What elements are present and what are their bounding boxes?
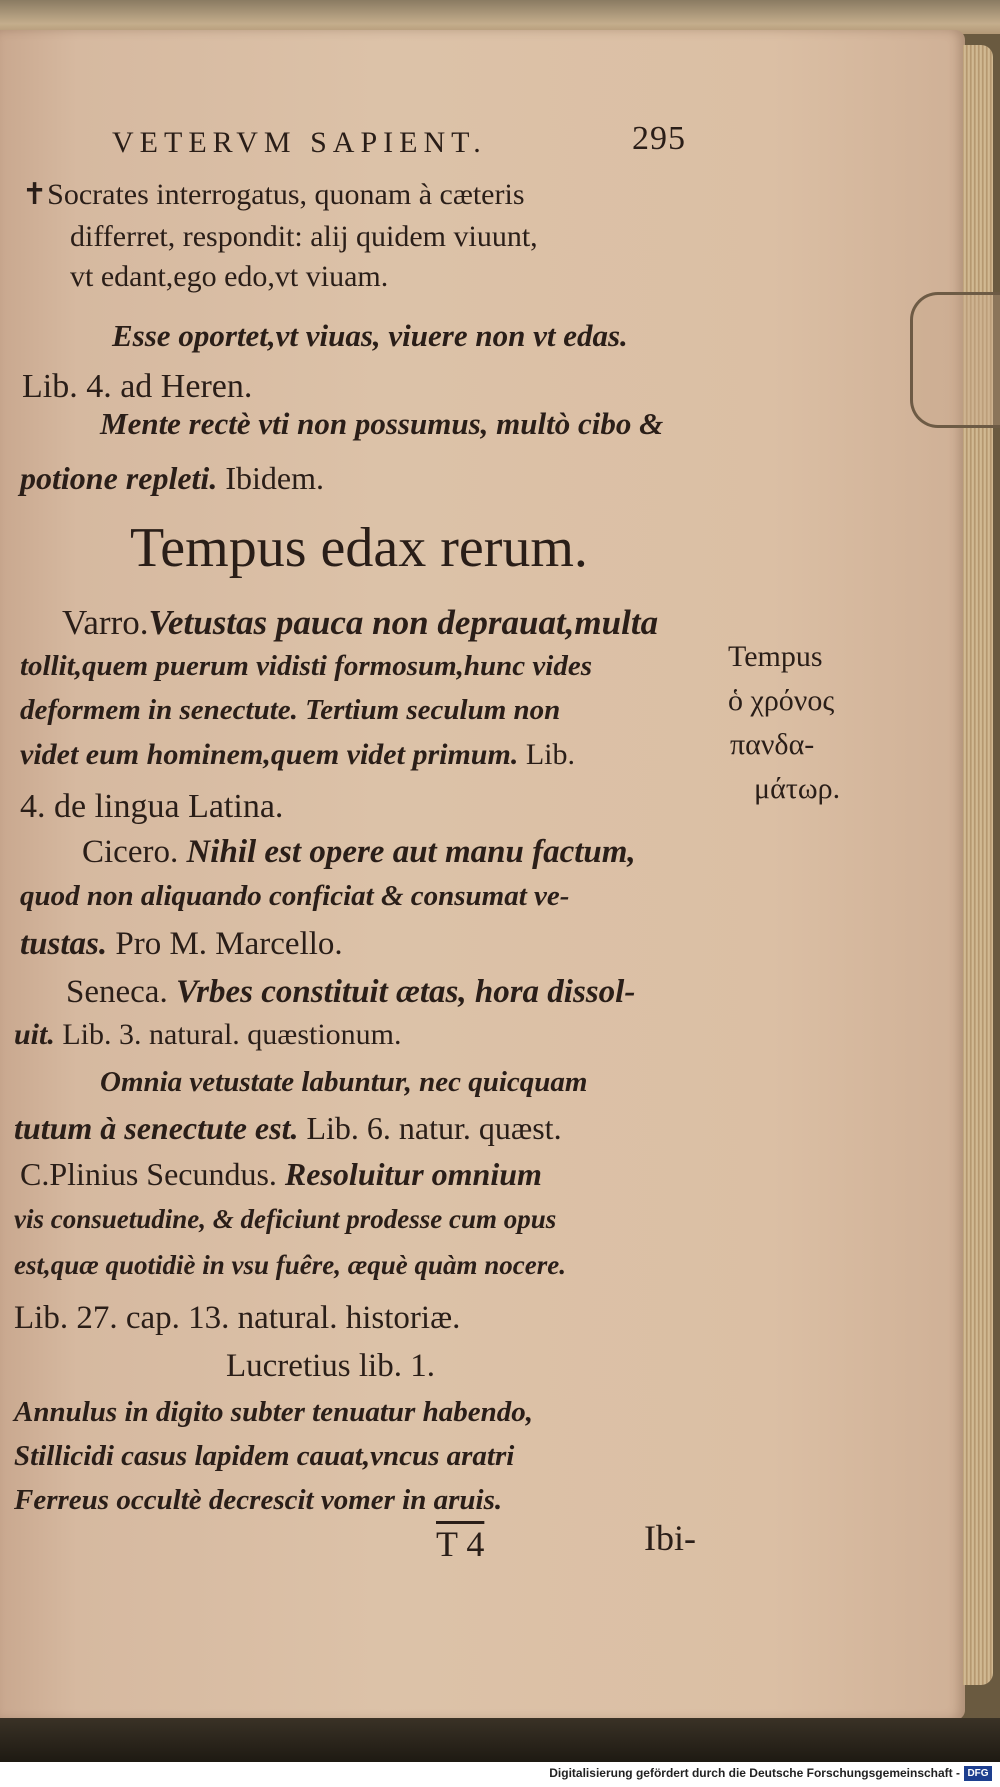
book-top-edge [0,0,1000,34]
margin-note-line: πανδα- [730,728,815,761]
text-line [14,1020,402,1050]
text-line: differret, respondit: alij quidem viuunt, [70,220,538,253]
text-segment: videt eum hominem,quem videt primum. [20,738,519,771]
text-segment: Resoluitur omnium [284,1156,542,1192]
text-line [20,740,575,770]
catchword: Ibi- [644,1518,696,1558]
book-bottom-edge [0,1718,1000,1763]
text-line [20,928,343,961]
text-segment: Lib. [518,738,575,771]
text-segment: Vrbes constituit ætas, hora dissol- [175,974,636,1010]
page-number: 295 [632,120,686,157]
text-line: vis consuetudine, & deficiunt prodesse cum opus [14,1204,557,1234]
text-segment: Lib. 6. natur. quæst. [298,1110,562,1146]
text-line [20,1158,542,1190]
text-segment: Ibidem. [217,460,324,496]
section-title: Tempus edax rerum. [130,517,588,579]
text-line: 4. de lingua Latina. [20,788,284,825]
text-segment: Vetustas pauca non deprauat,multa [148,603,659,642]
page-edges [963,45,993,1685]
text-segment: tutum à senectute est. [14,1110,299,1146]
text-line: Lucretius lib. 1. [226,1348,435,1384]
text-segment: tustas. [20,926,108,962]
text-line [66,976,635,1009]
text-segment: uit. [14,1018,55,1051]
text-line: Lib. 4. ad Heren. [22,368,253,405]
text-line: Omnia vetustate labuntur, nec quicquam [100,1066,588,1098]
text-segment: potione repleti. [20,460,218,496]
text-line [82,836,636,869]
text-line: quod non aliquando conficiat & consumat ve- [20,880,570,912]
verse-line: Ferreus occultè decrescit vomer in aruis. [14,1484,503,1516]
text-line: vt edant,ego edo,vt viuam. [70,260,389,293]
text-segment: Nihil est opere aut manu factum, [186,834,636,870]
margin-note-line: ὁ χρόνος [728,684,835,717]
dfg-logo: DFG [964,1766,992,1781]
text-segment: Pro M. Marcello. [107,926,343,962]
text-line: Esse oportet,vt viuas, viuere non vt edas. [112,318,628,353]
text-line [62,605,658,640]
margin-note-line: μάτωρ. [754,772,841,805]
text-line: tollit,quem puerum vidisti formosum,hunc vides [20,650,593,682]
author-name: Varro. [62,603,149,642]
text-line: est,quæ quotidiè in vsu fuêre, æquè quàm nocere. [14,1250,567,1280]
text-line [20,462,324,494]
signature-mark: T 4 [436,1524,485,1564]
page-clip [910,292,1000,428]
text-line: Mente rectè vti non possumus, multò cibo & [100,406,664,441]
author-name: C.Plinius Secundus. [20,1156,285,1192]
text-segment: Tertium seculum non [305,694,561,726]
text-line: ✝Socrates interrogatus, quonam à cæteris [22,178,525,211]
verse-line: Stillicidi casus lapidem cauat,vncus aratri [14,1440,515,1472]
margin-note-line: Tempus [728,640,823,673]
text-line [14,1112,562,1144]
digitization-credit: Digitalisierung gefördert durch die Deutsche Forschungsgemeinschaft - [549,1766,960,1780]
text-segment: deformem in senectute. [20,694,306,726]
running-title: VETERVM SAPIENT. [112,126,487,159]
author-name: Seneca. [66,974,176,1010]
text-segment: Lib. 3. natural. quæstionum. [54,1018,402,1051]
text-line [20,696,560,725]
author-name: Cicero. [82,834,187,870]
text-line: Lib. 27. cap. 13. natural. historiæ. [14,1300,461,1336]
verse-line: Annulus in digito subter tenuatur habendo, [14,1396,533,1428]
